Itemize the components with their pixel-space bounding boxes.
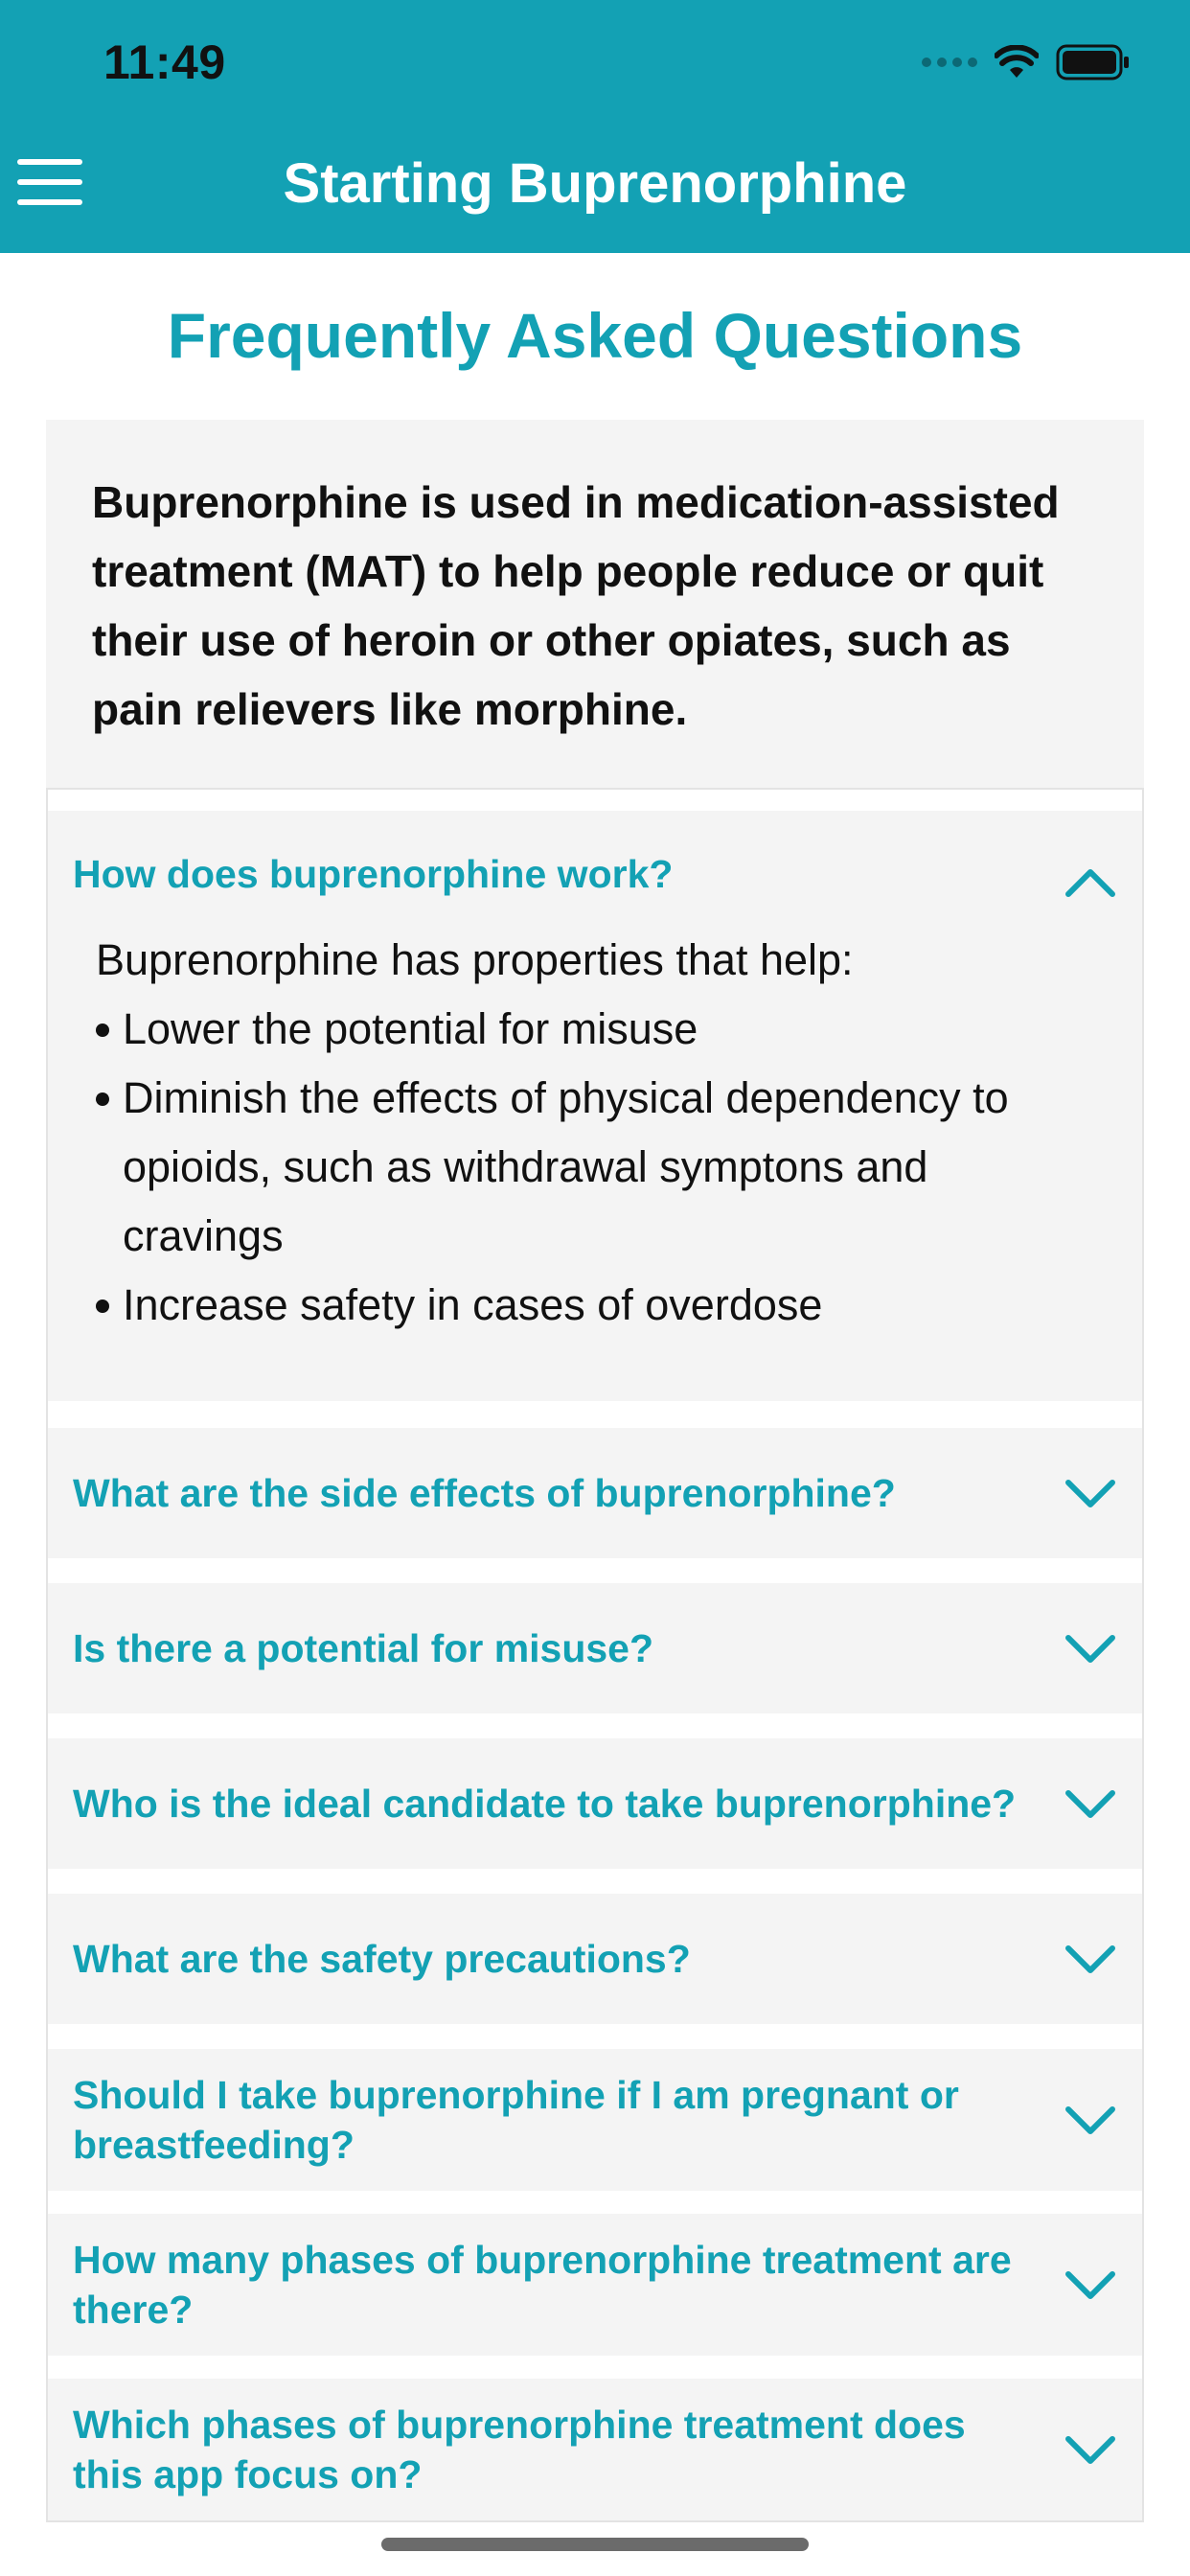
faq-item-treatment-phases[interactable] [48, 2214, 1142, 2356]
faq-accordion [46, 788, 1144, 2522]
chevron-down-icon[interactable] [1064, 1478, 1117, 1510]
status-time: 11:49 [103, 35, 226, 89]
faq-item-ideal-candidate[interactable] [48, 1738, 1142, 1869]
chevron-down-icon[interactable] [1064, 2104, 1117, 2137]
faq-item-safety-precautions[interactable] [48, 1894, 1142, 2024]
chevron-down-icon[interactable] [1064, 1633, 1117, 1666]
battery-icon [1056, 44, 1131, 80]
faq-question[interactable]: How many phases of buprenorphine treatment are there? [73, 2238, 1012, 2332]
home-indicator[interactable] [381, 2538, 809, 2551]
chevron-down-icon[interactable] [1064, 2434, 1117, 2467]
answer-point: Diminish the effects of physical dependency to opioids, such as withdrawal symptons and cravings [96, 1064, 1085, 1271]
faq-question[interactable]: Which phases of buprenorphine treatment does this app focus on? [73, 2403, 966, 2496]
intro-panel [46, 420, 1144, 788]
faq-question[interactable]: Should I take buprenorphine if I am pregnant or breastfeeding? [73, 2073, 959, 2167]
answer-point: Lower the potential for misuse [96, 995, 1085, 1064]
faq-question[interactable]: What are the safety precautions? [73, 1937, 691, 1981]
faq-question[interactable]: How does buprenorphine work? [73, 852, 674, 896]
wifi-icon [995, 45, 1039, 80]
header-title: Starting Buprenorphine [283, 152, 907, 215]
faq-item-app-focus[interactable] [48, 2379, 1142, 2520]
faq-question[interactable]: Who is the ideal candidate to take buprenorphine? [73, 1782, 1017, 1826]
chevron-down-icon[interactable] [1064, 2269, 1117, 2302]
faq-item-pregnancy[interactable] [48, 2049, 1142, 2191]
faq-answer [96, 926, 1085, 1340]
faq-question[interactable]: What are the side effects of buprenorphine? [73, 1471, 896, 1515]
faq-item-how-it-works[interactable] [48, 811, 1142, 1401]
faq-item-side-effects[interactable] [48, 1428, 1142, 1558]
chevron-up-icon[interactable] [1064, 866, 1117, 899]
chevron-down-icon[interactable] [1064, 1944, 1117, 1976]
cellular-signal-icon [922, 58, 977, 67]
app-header [0, 0, 1190, 253]
intro-text: Buprenorphine is used in medication-assisted treatment (MAT) to help people reduce or quit their use of heroin or other opiates, such as pain relievers like morphine. [92, 477, 1060, 734]
status-icons [922, 44, 1131, 80]
faq-item-misuse[interactable] [48, 1583, 1142, 1714]
chevron-down-icon[interactable] [1064, 1788, 1117, 1821]
answer-point: Increase safety in cases of overdose [96, 1271, 1085, 1340]
answer-list [96, 995, 1085, 1340]
page-title: Frequently Asked Questions [167, 300, 1023, 371]
faq-question[interactable]: Is there a potential for misuse? [73, 1626, 654, 1670]
answer-intro: Buprenorphine has properties that help: [96, 935, 854, 984]
